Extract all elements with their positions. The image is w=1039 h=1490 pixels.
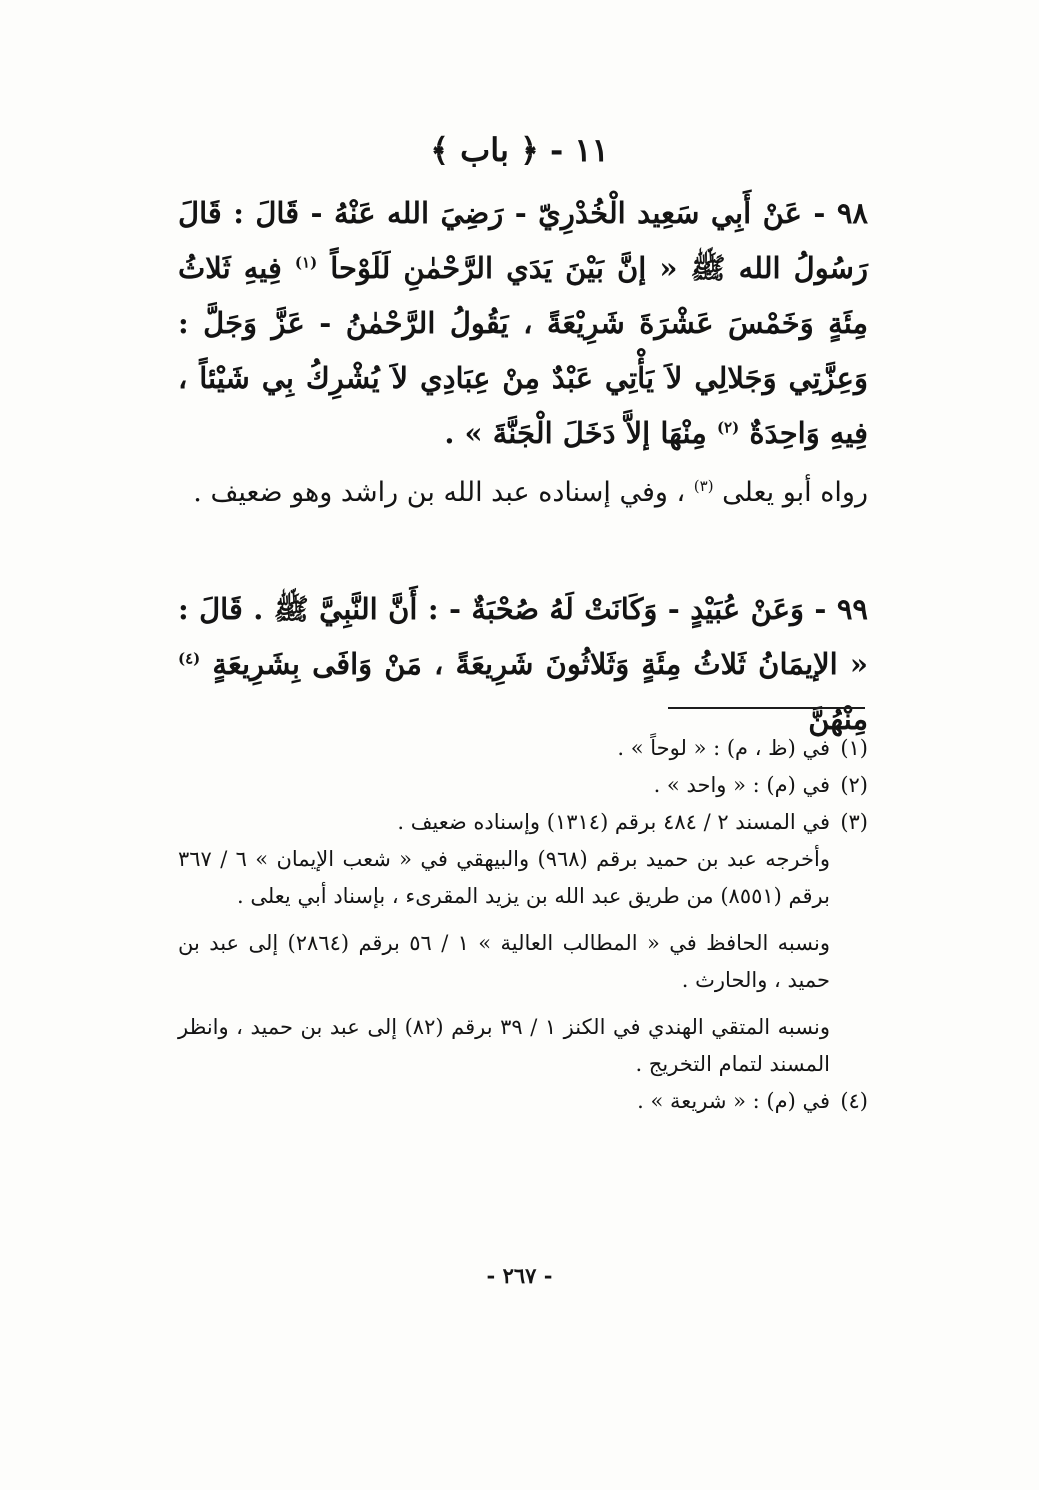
hadith-98-text-end: مِنْهَا إلاَّ دَخَلَ الْجَنَّةَ » . <box>444 416 707 450</box>
narration-text-end: ، وفي إسناده عبد الله بن راشد وهو ضعيف . <box>193 477 686 508</box>
footnote-ref-3[interactable]: (٣) <box>693 477 714 495</box>
hadith-98-text-middle: فِيهِ ثَلاثُ مِئَةٍ وَخَمْسَ عَشْرَةَ شَرِيْعَةً ، يَقُولُ الرَّحْمٰنُ - عَزَّ وَجَلَّ : وَعِزَّتِي وَجَلالِي لاَ يَأْتِي عَبْدٌ مِنْ عِبَادِي لاَ يُشْرِكُ بِي شَيْئاً ، فِيهِ وَاحِدَةٌ <box>178 251 868 450</box>
footnote-3-continuation-1 <box>178 841 868 915</box>
footnotes-section <box>178 730 868 1120</box>
footnote-ref-1[interactable]: (١) <box>294 253 318 272</box>
footnote-divider <box>668 707 865 709</box>
narration-note <box>178 466 868 520</box>
footnote-4 <box>178 1083 868 1120</box>
hadith-98-text-start: ٩٨ - عَنْ أَبِي سَعِيد الْخُدْرِيّ - رَضِيَ الله عَنْهُ - قَالَ : قَالَ رَسُولُ الله ﷺ « إنَّ بَيْنَ يَدَي الرَّحْمٰنِ لَلَوْحاً <box>178 196 868 285</box>
hadith-99-text-start: ٩٩ - وَعَنْ عُبَيْدٍ - وَكَانَتْ لَهُ صُحْبَةٌ - : أَنَّ النَّبِيَّ ﷺ . قَالَ : « الإيمَانُ ثَلاثُ مِئَةٍ وَثَلاثُونَ شَرِيعَةً ، مَنْ وَافَى بِشَرِيعَةٍ <box>178 592 868 681</box>
footnote-ref-2[interactable]: (٢) <box>716 418 740 437</box>
footnote-3 <box>178 804 868 841</box>
hadith-99-text-end: مِنْهُنَّ <box>808 702 868 736</box>
hadith-98 <box>178 186 868 461</box>
footnote-text: في (ظ ، م) : « لوحاً » . <box>617 736 830 760</box>
footnote-number: (٣) <box>840 810 868 834</box>
footnote-text: في (م) : « واحد » . <box>653 773 830 797</box>
footnote-2 <box>178 767 868 804</box>
footnote-number: (١) <box>840 736 868 760</box>
footnote-number: (٢) <box>840 773 868 797</box>
footnote-number: (٤) <box>840 1089 868 1113</box>
page-number: - ٢٦٧ - <box>486 1263 553 1288</box>
narration-text-start: رواه أبو يعلى <box>722 477 868 508</box>
footnote-3-continuation-3 <box>178 1009 868 1083</box>
footnote-text: ونسبه المتقي الهندي في الكنز ١ / ٣٩ برقم (٨٢) إلى عبد بن حميد ، وانظر المسند لتمام التخريج . <box>178 1015 830 1076</box>
hadith-99 <box>178 582 868 747</box>
footnote-3-continuation-2 <box>178 925 868 999</box>
footnote-text: في (م) : « شريعة » . <box>637 1089 830 1113</box>
footnote-text: ونسبه الحافظ في « المطالب العالية » ١ / ٥٦ برقم (٢٨٦٤) إلى عبد بن حميد ، والحارث . <box>178 931 830 992</box>
footnote-1 <box>178 730 868 767</box>
footnote-text: في المسند ٢ / ٤٨٤ برقم (١٣١٤) وإسناده ضعيف . <box>397 810 830 834</box>
chapter-heading: ١١ - ﴿ باب ﴾ <box>430 131 609 169</box>
footnote-text: وأخرجه عبد بن حميد برقم (٩٦٨) والبيهقي في « شعب الإيمان » ٦ / ٣٦٧ برقم (٨٥٥١) من طريق عبد الله بن يزيد المقرىء ، بإسناد أبي يعلى . <box>178 847 830 908</box>
footnote-ref-4[interactable]: (٤) <box>178 649 201 668</box>
